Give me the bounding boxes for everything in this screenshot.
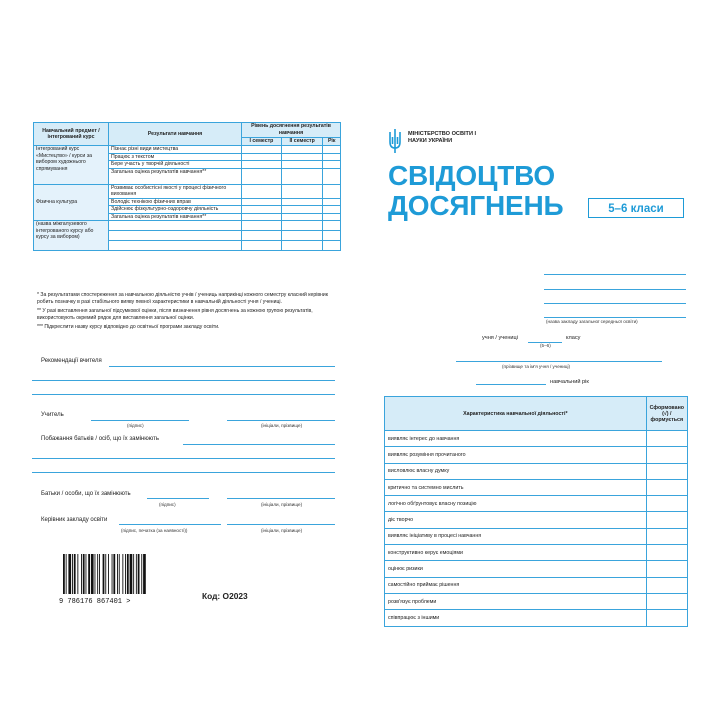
mark-cell[interactable] bbox=[242, 161, 282, 169]
document-title bbox=[388, 161, 563, 221]
signature-hint: (підпис) bbox=[127, 423, 144, 428]
parents-wishes-label: Побажання батьків / осіб, що їх замінюють bbox=[41, 436, 159, 442]
table-row bbox=[385, 431, 688, 447]
mark-cell[interactable] bbox=[242, 184, 282, 198]
barcode-bar bbox=[143, 554, 146, 594]
barcode-bar bbox=[141, 554, 142, 594]
footnotes bbox=[37, 292, 337, 332]
mark-cell[interactable] bbox=[646, 512, 687, 528]
mark-cell[interactable] bbox=[323, 146, 341, 154]
mark-cell[interactable] bbox=[646, 496, 687, 512]
barcode-bar bbox=[119, 554, 120, 594]
mark-cell[interactable] bbox=[646, 593, 687, 609]
result-cell: Загальна оцінка результатів навчання** bbox=[109, 168, 242, 184]
teacher-signature-line[interactable] bbox=[91, 420, 189, 421]
table-row bbox=[385, 463, 688, 479]
mark-cell[interactable] bbox=[281, 241, 323, 251]
mark-cell[interactable] bbox=[646, 463, 687, 479]
result-cell[interactable] bbox=[109, 241, 242, 251]
table-row bbox=[385, 447, 688, 463]
student-name-line[interactable] bbox=[456, 361, 662, 362]
barcode-bar bbox=[117, 554, 118, 594]
mark-cell[interactable] bbox=[242, 198, 282, 206]
characteristic-cell: виявляє ініціативу в процесі навчання bbox=[385, 528, 647, 544]
result-cell: Бере участь у творчій діяльності bbox=[109, 161, 242, 169]
director-signature-line[interactable] bbox=[119, 524, 221, 525]
barcode-bar bbox=[63, 554, 65, 594]
mark-cell[interactable] bbox=[242, 146, 282, 154]
characteristic-cell: діє творчо bbox=[385, 512, 647, 528]
parents-wishes-line[interactable] bbox=[32, 472, 335, 473]
mark-cell[interactable] bbox=[646, 545, 687, 561]
mark-cell[interactable] bbox=[323, 206, 341, 214]
school-hint: (назва закладу загальної середньої освіти) bbox=[546, 319, 638, 324]
title-line: СВІДОЦТВО bbox=[388, 160, 556, 191]
trident-icon bbox=[388, 128, 402, 154]
barcode-digits: 9 786176 867401 > bbox=[59, 598, 131, 604]
barcode-bar bbox=[133, 554, 134, 594]
header-sem2: ІІ семестр bbox=[281, 137, 323, 145]
school-line[interactable] bbox=[544, 303, 686, 304]
mark-cell[interactable] bbox=[242, 213, 282, 221]
table-row bbox=[385, 479, 688, 495]
characteristic-cell: виявляє розуміння прочитаного bbox=[385, 447, 647, 463]
mark-cell[interactable] bbox=[646, 561, 687, 577]
teacher-label: Учитель bbox=[41, 412, 64, 418]
barcode-bar bbox=[108, 554, 109, 594]
mark-cell[interactable] bbox=[281, 213, 323, 221]
barcode-bar bbox=[138, 554, 140, 594]
result-cell: Пізнає різні види мистецтва bbox=[109, 146, 242, 154]
characteristic-cell: розв'язує проблеми bbox=[385, 593, 647, 609]
barcode-bar bbox=[97, 554, 98, 594]
mark-cell[interactable] bbox=[323, 153, 341, 161]
mark-cell[interactable] bbox=[646, 610, 687, 626]
mark-cell[interactable] bbox=[646, 577, 687, 593]
result-cell: Володіє технікою фізичних вправ bbox=[109, 198, 242, 206]
mark-cell[interactable] bbox=[281, 221, 323, 231]
table-row bbox=[34, 184, 341, 198]
characteristic-cell: логічно обґрунтовує власну позицію bbox=[385, 496, 647, 512]
characteristic-cell: конструктивно керує емоціями bbox=[385, 545, 647, 561]
year-label: навчальний рік bbox=[550, 379, 589, 385]
barcode-bar bbox=[81, 554, 82, 594]
director-label: Керівник закладу освіти bbox=[41, 517, 108, 523]
parents-label: Батьки / особи, що їх замінюють bbox=[41, 491, 131, 497]
table-row bbox=[385, 512, 688, 528]
barcode-bar bbox=[77, 554, 78, 594]
parents-wishes-line[interactable] bbox=[32, 458, 335, 459]
barcode bbox=[59, 554, 177, 604]
footnote: ** У разі виставлення загальної підсумкової оцінки, після визначення рівня досягнень за кожною групою результатів, використовують окремий рядок для виставлення загальної оцінки. bbox=[37, 307, 313, 322]
left-page bbox=[27, 112, 347, 602]
barcode-bar bbox=[99, 554, 100, 594]
results-table bbox=[33, 122, 341, 251]
table-row bbox=[385, 593, 688, 609]
result-cell: Розвиває особистісні якості у процесі фізичного виховання bbox=[109, 184, 242, 198]
mark-cell[interactable] bbox=[281, 146, 323, 154]
mark-cell[interactable] bbox=[242, 153, 282, 161]
mark-cell[interactable] bbox=[281, 161, 323, 169]
mark-cell[interactable] bbox=[281, 198, 323, 206]
barcode-bar bbox=[86, 554, 87, 594]
barcode-bar bbox=[66, 554, 67, 594]
mark-cell[interactable] bbox=[281, 184, 323, 198]
mark-cell[interactable] bbox=[242, 231, 282, 241]
mark-cell[interactable] bbox=[242, 168, 282, 184]
mark-cell[interactable] bbox=[323, 161, 341, 169]
initials-hint: (ініціали, прізвище) bbox=[261, 502, 303, 507]
ministry-name: МІНІСТЕРСТВО ОСВІТИ І НАУКИ УКРАЇНИ bbox=[408, 131, 477, 144]
mark-cell[interactable] bbox=[323, 168, 341, 184]
header-subject: Навчальний предмет / інтегрований курс bbox=[34, 123, 109, 146]
initials-hint: (ініціали, прізвище) bbox=[261, 528, 303, 533]
mark-cell[interactable] bbox=[323, 231, 341, 241]
table-row bbox=[385, 528, 688, 544]
barcode-bar bbox=[105, 554, 106, 594]
recommendations-line[interactable] bbox=[32, 380, 335, 381]
stamp-hint: (підпис, печатка (за наявності)) bbox=[121, 528, 188, 533]
barcode-bar bbox=[88, 554, 90, 594]
result-cell[interactable] bbox=[109, 231, 242, 241]
header-year: Рік bbox=[323, 137, 341, 145]
mark-cell[interactable] bbox=[323, 221, 341, 231]
subject-cell: (назва міжгалузевого інтегрованого курсу або курсу за вибором) bbox=[34, 221, 109, 251]
barcode-bar bbox=[112, 554, 113, 594]
characteristics-table bbox=[384, 396, 688, 627]
mark-cell[interactable] bbox=[646, 431, 687, 447]
header-level: Рівень досягнення результатів навчання bbox=[242, 123, 341, 138]
product-code: Код: О2023 bbox=[202, 591, 248, 601]
recommendations-line[interactable] bbox=[32, 394, 335, 395]
barcode-bar bbox=[91, 554, 94, 594]
table-row bbox=[385, 577, 688, 593]
result-cell: Здійснює фізкультурно-оздоровчу діяльність bbox=[109, 206, 242, 214]
characteristic-cell: оцінює ризики bbox=[385, 561, 647, 577]
barcode-bar bbox=[72, 554, 73, 594]
mark-cell[interactable] bbox=[646, 528, 687, 544]
mark-cell[interactable] bbox=[242, 241, 282, 251]
mark-cell[interactable] bbox=[646, 479, 687, 495]
barcode-bar bbox=[127, 554, 129, 594]
school-line[interactable] bbox=[544, 274, 686, 275]
characteristic-cell: висловлює власну думку bbox=[385, 463, 647, 479]
footnote: * За результатами спостереження за навчальною діяльністю учнів / учениць наприкінці кожного семестру класний керівник робить позначку в разі стабільного вияву певної характеристики в навчальній діяльності учня / учениці. bbox=[37, 292, 328, 306]
mark-cell[interactable] bbox=[323, 241, 341, 251]
parents-name-line[interactable] bbox=[227, 498, 335, 499]
mark-cell[interactable] bbox=[323, 184, 341, 198]
student-label: учня / учениці bbox=[482, 335, 518, 341]
table-row bbox=[385, 496, 688, 512]
barcode-bar bbox=[130, 554, 133, 594]
class-label: класу bbox=[566, 335, 581, 341]
result-cell[interactable] bbox=[109, 221, 242, 231]
header-mark: Сформовано (√) / формується bbox=[646, 397, 687, 431]
title-line: ДОСЯГНЕНЬ bbox=[388, 190, 564, 222]
right-page bbox=[372, 112, 692, 621]
mark-cell[interactable] bbox=[323, 198, 341, 206]
mark-cell[interactable] bbox=[281, 231, 323, 241]
barcode-bar bbox=[125, 554, 126, 594]
recommendations-label: Рекомендації вчителя bbox=[41, 358, 102, 364]
school-line[interactable] bbox=[544, 317, 686, 318]
header-sem1: І семестр bbox=[242, 137, 282, 145]
barcode-bar bbox=[95, 554, 96, 594]
characteristic-cell: критично та системно мислить bbox=[385, 479, 647, 495]
mark-cell[interactable] bbox=[323, 213, 341, 221]
result-cell: Загальна оцінка результатів навчання** bbox=[109, 213, 242, 221]
footnote: *** Підкреслити назву курсу відповідно до освітньої програми закладу освіти. bbox=[37, 323, 220, 330]
grades-badge: 5–6 класи bbox=[588, 198, 684, 218]
characteristic-cell: співпрацює з іншими bbox=[385, 610, 647, 626]
characteristic-cell: виявляє інтерес до навчання bbox=[385, 431, 647, 447]
mark-cell[interactable] bbox=[281, 206, 323, 214]
mark-cell[interactable] bbox=[646, 447, 687, 463]
table-row bbox=[385, 610, 688, 626]
barcode-bar bbox=[74, 554, 76, 594]
barcode-bar bbox=[68, 554, 71, 594]
header-results: Результати навчання bbox=[109, 123, 242, 146]
parents-signature-line[interactable] bbox=[147, 498, 209, 499]
mark-cell[interactable] bbox=[242, 221, 282, 231]
class-hint: (5–6) bbox=[540, 343, 551, 348]
school-line[interactable] bbox=[544, 289, 686, 290]
initials-hint: (ініціали, прізвище) bbox=[261, 423, 303, 428]
barcode-bar bbox=[113, 554, 115, 594]
header-characteristic: Характеристика навчальної діяльності* bbox=[385, 397, 647, 431]
mark-cell[interactable] bbox=[281, 168, 323, 184]
mark-cell[interactable] bbox=[242, 206, 282, 214]
teacher-name-line[interactable] bbox=[227, 420, 335, 421]
table-row bbox=[34, 146, 341, 154]
barcode-bar bbox=[83, 554, 85, 594]
barcode-bar bbox=[122, 554, 123, 594]
year-line[interactable] bbox=[476, 384, 546, 385]
barcode-bar bbox=[136, 554, 137, 594]
result-cell: Працює з текстом bbox=[109, 153, 242, 161]
signature-hint: (підпис) bbox=[159, 502, 176, 507]
table-row bbox=[385, 561, 688, 577]
barcode-bar bbox=[103, 554, 105, 594]
name-hint: (прізвище та ім'я учня / учениці) bbox=[502, 364, 571, 369]
recommendations-line[interactable] bbox=[109, 366, 335, 367]
director-name-line[interactable] bbox=[227, 524, 335, 525]
characteristic-cell: самостійно приймає рішення bbox=[385, 577, 647, 593]
table-row bbox=[385, 545, 688, 561]
subject-cell: Інтегрований курс «Мистецтво» / курси за вибором художнього спрямування bbox=[34, 146, 109, 185]
table-row bbox=[34, 221, 341, 231]
mark-cell[interactable] bbox=[281, 153, 323, 161]
subject-cell: Фізична культура bbox=[34, 184, 109, 221]
parents-wishes-line[interactable] bbox=[183, 444, 335, 445]
